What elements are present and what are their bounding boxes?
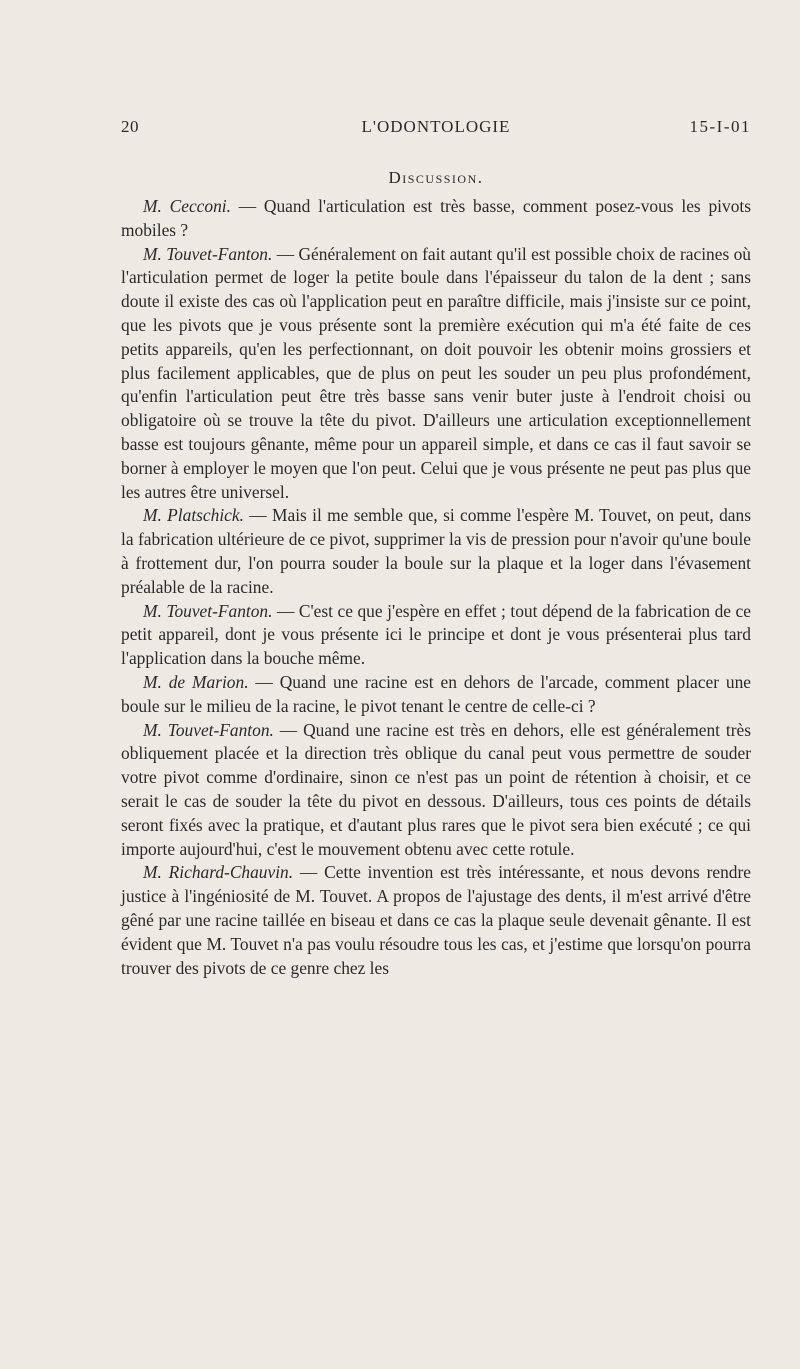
paragraph-text: — Généralement on fait autant qu'il est possible choix de racines où l'articulation permet de loger la petite boule dans l'épaisseur du talon de la dent ; sans doute il existe des cas où l'application peut en paraître difficile, mais j'insiste sur ce point, que les pivots que je vous présente sont la première exécution qui m'a été faite de ces petits appareils, qu'en les perfectionnant, on doit pouvoir les obtenir moins grossiers et plus facilement applicables, que de plus on peut les souder un peu plus profondément, qu'enfin l'articulation peut être très basse sans venir buter juste à l'endroit choisi ou obligatoire où se trouve la tête du pivot. D'ailleurs une articulation exceptionnellement basse est toujours gênante, même pour un appareil simple, et dans ce cas il faut savoir se borner à employer le moyen que l'on peut. Celui que je vous présente ne peut pas plus que les autres être universel. [121, 243, 751, 502]
paragraph-text: — C'est ce que j'espère en effet ; tout dépend de la fabrication de ce petit appareil, dont je vous présente ici le principe et dont je vous présenterai plus tard l'application dans la bouche même. [121, 600, 751, 669]
speaker-name: M. de Marion. [143, 671, 249, 692]
issue-date: 15-I-01 [689, 117, 751, 136]
section-title: Discussion. [388, 168, 484, 187]
paragraph-text: — Quand une racine est très en dehors, elle est généralement très obliquement placée et la direction très oblique du canal peut vous permettre de souder votre pivot comme d'ordinaire, sinon ce n'est pas un point de rétention à choisir, et ce serait le cas de souder la tête du pivot en dessous. D'ailleurs, tous ces points de détails seront fixés avec la pratique, et d'autant plus rares que le pivot sera bien exécuté ; ce qui importe aujourd'hui, c'est le mouvement obtenu avec cette rotule. [121, 719, 751, 859]
paragraph [121, 671, 751, 719]
paragraph [121, 719, 751, 862]
speaker-name: M. Platschick. [143, 505, 244, 526]
running-header [121, 117, 751, 141]
speaker-name: M. Cecconi. [143, 196, 231, 216]
journal-title: L'ODONTOLOGIE [361, 117, 511, 136]
speaker-name: M. Touvet-Fanton. [143, 243, 273, 264]
paragraph [121, 600, 751, 671]
paragraph-text: — Mais il me semble que, si comme l'espère M. Touvet, on peut, dans la fabrication ultérieure de ce pivot, supprimer la vis de pression pour n'avoir qu'une boule à frottement dur, l'on pourra souder la boule sur la plaque et la loger dans l'évasement préalable de la racine. [121, 505, 751, 597]
speaker-name: M. Touvet-Fanton. [143, 719, 274, 740]
discussion-body [121, 195, 751, 980]
paragraph [121, 861, 751, 980]
paragraph-text: — Quand l'articulation est très basse, comment posez-vous les pivots mobiles ? [121, 196, 751, 240]
page-number: 20 [121, 117, 139, 136]
paragraph [121, 195, 751, 243]
speaker-name: M. Touvet-Fanton. [143, 600, 273, 621]
speaker-name: M. Richard-Chauvin. [143, 862, 294, 883]
paragraph-text: — Quand une racine est en dehors de l'arcade, comment placer une boule sur le milieu de la racine, le pivot tenant le centre de celle-ci ? [121, 671, 751, 716]
paragraph-text: — Cette invention est très intéressante, et nous devons rendre justice à l'ingéniosité de M. Touvet. A propos de l'ajustage des dents, il m'est arrivé d'être gêné par une racine taillée en biseau et dans ce cas la plaque seule devenait gênante. Il est évident que M. Touvet n'a pas voulu résoudre tous les cas, et j'estime que lorsqu'on pourra trouver des pivots de ce genre chez les [121, 862, 751, 978]
paragraph [121, 243, 751, 505]
paragraph [121, 504, 751, 599]
